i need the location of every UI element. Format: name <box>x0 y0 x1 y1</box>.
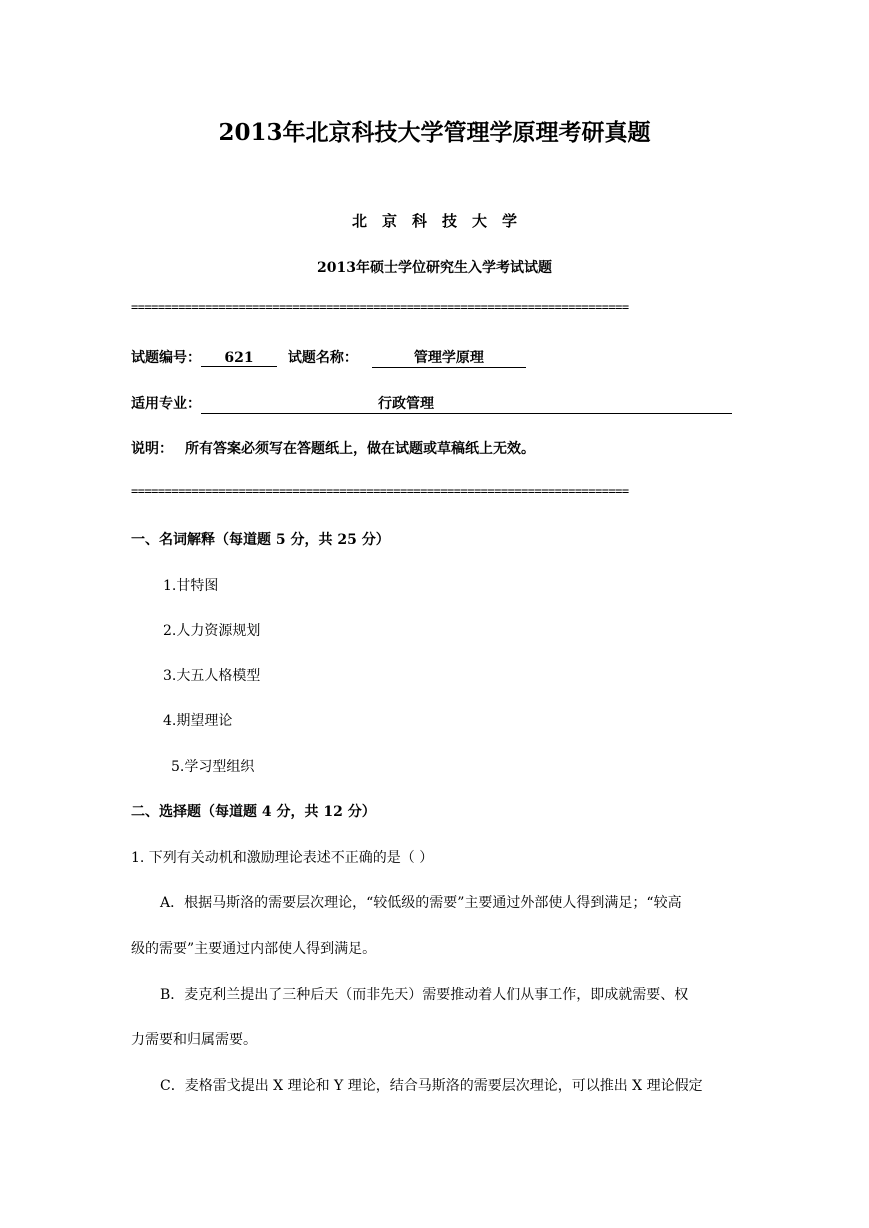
option-b-line-1: B．麦克利兰提出了三种后天（而非先天）需要推动着人们从事工作，即成就需要、权 <box>160 987 689 1003</box>
major-row <box>131 393 732 414</box>
note-label: 说明： <box>131 441 173 457</box>
exam-subtitle: 2013年硕士学位研究生入学考试试题 <box>317 260 552 276</box>
exam-name-value: 管理学原理 <box>372 347 526 368</box>
major-value: 行政管理 <box>378 396 434 412</box>
separator-top: ========================================================================== <box>131 300 629 314</box>
major-label: 适用专业： <box>131 396 201 412</box>
term-item: 5.学习型组织 <box>171 759 255 775</box>
university-name: 北京科技大学 <box>351 212 532 230</box>
separator-bottom: ========================================================================== <box>131 484 629 498</box>
question-1: 1. 下列有关动机和激励理论表述不正确的是（ ） <box>131 850 434 866</box>
term-item: 2.人力资源规划 <box>163 623 261 639</box>
exam-code-label: 试题编号： <box>131 350 201 366</box>
section1-heading: 一、名词解释（每道题 5 分，共 25 分） <box>131 532 390 548</box>
term-item: 1.甘特图 <box>163 578 219 594</box>
term-item: 3.大五人格模型 <box>163 668 261 684</box>
exam-name-label: 试题名称： <box>287 350 358 366</box>
note-text: 所有答案必须写在答题纸上，做在试题或草稿纸上无效。 <box>185 441 535 457</box>
document-title: 2013年北京科技大学管理学原理考研真题 <box>218 119 651 146</box>
option-b-line-2: 力需要和归属需要。 <box>131 1032 257 1048</box>
term-item: 4.期望理论 <box>163 713 233 729</box>
option-a-line-2: 级的需要”主要通过内部使人得到满足。 <box>131 941 377 957</box>
option-a-line-1: A．根据马斯洛的需要层次理论，“较低级的需要”主要通过外部使人得到满足；“较高 <box>160 895 682 911</box>
exam-code-value: 621 <box>201 350 277 367</box>
option-c-line-1: C．麦格雷戈提出 X 理论和 Y 理论，结合马斯洛的需要层次理论，可以推出 X 理论假定 <box>160 1078 703 1094</box>
note-row <box>131 438 535 458</box>
section2-heading: 二、选择题（每道题 4 分，共 12 分） <box>131 804 376 820</box>
exam-code-row <box>131 347 526 368</box>
